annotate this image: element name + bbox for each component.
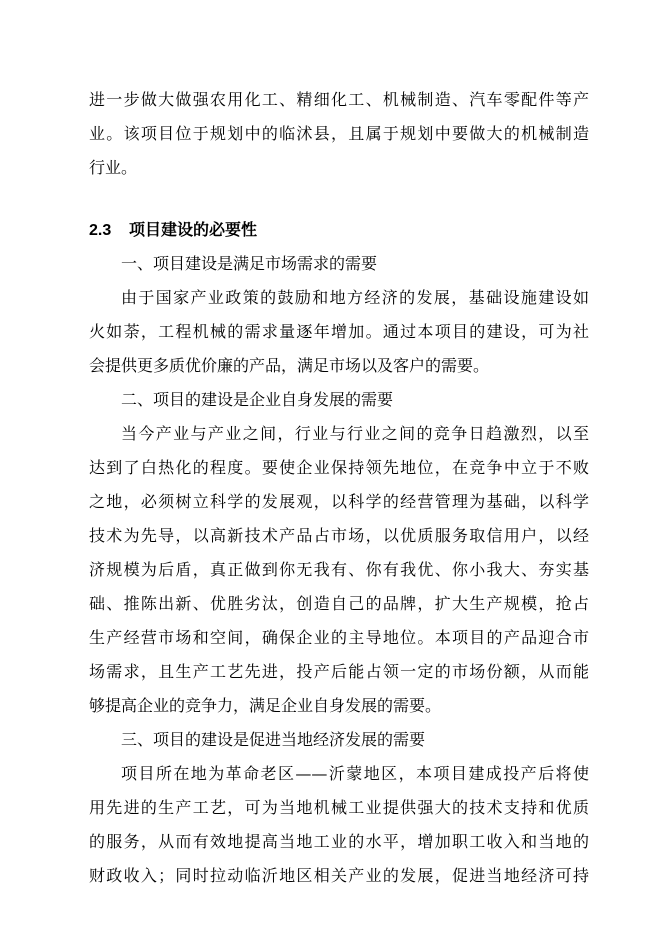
paragraph-2-line-4: 技术为先导，以高新技术产品占市场，以优质服务取信用户，以经 [89, 526, 589, 545]
paragraph-1-line-2: 火如荼，工程机械的需求量逐年增加。通过本项目的建设，可为社 [89, 322, 589, 341]
paragraph-1-line-1: 由于国家产业政策的鼓励和地方经济的发展，基础设施建设如 [121, 288, 589, 307]
intro-line-2: 业。该项目位于规划中的临沭县，且属于规划中要做大的机械制造 [89, 124, 589, 143]
paragraph-3-line-1: 项目所在地为革命老区——沂蒙地区，本项目建成投产后将使 [121, 764, 589, 783]
paragraph-2-line-8: 场需求，且生产工艺先进，投产后能占领一定的市场份额，从而能 [89, 662, 589, 681]
paragraph-2-line-7: 生产经营市场和空间，确保企业的主导地位。本项目的产品迎合市 [89, 628, 589, 647]
paragraph-2-line-2: 达到了白热化的程度。要使企业保持领先地位，在竞争中立于不败 [89, 458, 589, 477]
subsection-heading-1: 一、项目建设是满足市场需求的需要 [121, 254, 378, 273]
paragraph-2-line-5: 济规模为后盾，真正做到你无我有、你有我优、你小我大、夯实基 [89, 560, 589, 579]
section-number: 2.3 [89, 222, 112, 239]
subsection-heading-3: 三、项目的建设是促进当地经济发展的需要 [121, 730, 426, 749]
subsection-heading-2: 二、项目的建设是企业自身发展的需要 [121, 390, 394, 409]
section-heading [89, 220, 257, 241]
intro-line-3: 行业。 [89, 158, 138, 177]
paragraph-3-line-4: 财政收入；同时拉动临沂地区相关产业的发展，促进当地经济可持 [89, 866, 589, 885]
paragraph-3-line-3: 的服务，从而有效地提高当地工业的水平，增加职工收入和当地的 [89, 832, 589, 851]
section-title: 项目建设的必要性 [129, 220, 258, 239]
paragraph-3-line-2: 用先进的生产工艺，可为当地机械工业提供强大的技术支持和优质 [89, 798, 589, 817]
paragraph-1-line-3: 会提供更多质优价廉的产品，满足市场以及客户的需要。 [89, 356, 490, 375]
paragraph-2-line-6: 础、推陈出新、优胜劣汰，创造自己的品牌，扩大生产规模，抢占 [89, 594, 589, 613]
paragraph-2-line-3: 之地，必须树立科学的发展观，以科学的经营管理为基础，以科学 [89, 492, 589, 511]
paragraph-2-line-9: 够提高企业的竞争力，满足企业自身发展的需要。 [89, 696, 442, 715]
intro-line-1: 进一步做大做强农用化工、精细化工、机械制造、汽车零配件等产 [89, 90, 589, 109]
paragraph-2-line-1: 当今产业与产业之间，行业与行业之间的竞争日趋激烈，以至 [121, 424, 589, 443]
